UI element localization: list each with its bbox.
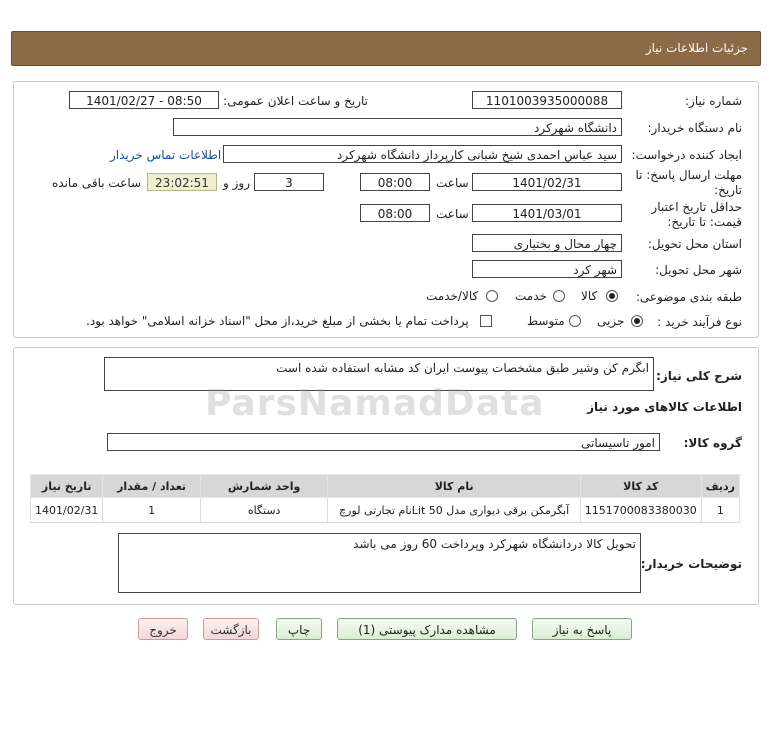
remaining-time-field: 23:02:51	[147, 173, 217, 191]
goods-info-title: اطلاعات کالاهای مورد نیاز	[587, 400, 742, 414]
cell-need-date: 1401/02/31	[31, 498, 103, 523]
col-quantity: تعداد / مقدار	[103, 475, 200, 498]
need-number-field[interactable]: 1101003935000088	[472, 91, 622, 109]
validity-date-field[interactable]: 1401/03/01	[472, 204, 622, 222]
process-radio-medium[interactable]	[569, 315, 581, 327]
col-item-code: کد کالا	[580, 475, 701, 498]
category-radio-goods[interactable]	[606, 290, 618, 302]
reply-time-label: ساعت	[436, 176, 469, 190]
buyer-notes-label: توضیحات خریدار:	[640, 557, 742, 571]
back-button[interactable]: بازگشت	[203, 618, 259, 640]
price-validity-label: حداقل تاریخ اعتبار	[651, 200, 742, 214]
cell-quantity: 1	[103, 498, 200, 523]
province-field[interactable]: چهار محال و بختیاری	[472, 234, 622, 252]
table-header-row	[31, 475, 740, 498]
remaining-time-label: ساعت باقی مانده	[52, 176, 142, 190]
category-radio-service[interactable]	[553, 290, 565, 302]
need-number-label: شماره نیاز:	[685, 94, 742, 108]
summary-label: شرح کلی نیاز:	[656, 369, 742, 383]
validity-time-label: ساعت	[436, 207, 469, 221]
category-option-goods-service: کالا/خدمت	[426, 289, 479, 303]
process-label: نوع فرآیند خرید :	[657, 315, 742, 329]
summary-field[interactable]: ابگرم کن وشیر طبق مشخصات پیوست ایران کد مشابه استفاده شده است	[104, 357, 654, 391]
announce-date-label: تاریخ و ساعت اعلان عمومی:	[223, 94, 368, 108]
attachments-button[interactable]: مشاهده مدارک پیوستی (1)	[337, 618, 517, 640]
reply-deadline-label: مهلت ارسال پاسخ: تا تاریخ:	[635, 168, 742, 197]
process-option-medium: متوسط	[527, 314, 565, 328]
announce-date-field[interactable]: 1401/02/27 - 08:50	[69, 91, 219, 109]
watermark-brand: ParsNamadData	[205, 383, 545, 424]
exit-button[interactable]: خروج	[138, 618, 188, 640]
buyer-notes-field[interactable]: تحویل کالا دردانشگاه شهرکرد وپرداخت 60 روز می باشد	[118, 533, 641, 593]
province-label: استان محل تحویل:	[647, 237, 742, 251]
process-radio-minor[interactable]	[631, 315, 643, 327]
cell-item-code: 1151700083380030	[580, 498, 701, 523]
buyer-org-label: نام دستگاه خریدار:	[647, 121, 742, 135]
requester-field[interactable]: سید عباس احمدی شیخ شبانی کارپرداز دانشگاه شهرکرد	[223, 145, 622, 163]
buyer-contact-link[interactable]: اطلاعات تماس خریدار	[110, 148, 222, 162]
col-need-date: تاریخ نیاز	[31, 475, 103, 498]
buyer-org-field[interactable]: دانشگاه شهرکرد	[173, 118, 622, 136]
goods-group-field[interactable]: امور تاسیساتی	[107, 433, 660, 451]
cell-row-number: 1	[701, 498, 739, 523]
col-item-name: نام کالا	[328, 475, 580, 498]
validity-time-field[interactable]: 08:00	[360, 204, 430, 222]
city-field[interactable]: شهر کرد	[472, 260, 622, 278]
table-row[interactable]	[31, 498, 740, 523]
cell-item-name: آبگرمکن برقی دیواری مدل Lit 50نام تجارتی لورچ	[328, 498, 580, 523]
col-unit: واحد شمارش	[200, 475, 328, 498]
category-radio-goods-service[interactable]	[486, 290, 498, 302]
city-label: شهر محل تحویل:	[655, 263, 742, 277]
process-option-minor: جزیی	[597, 314, 625, 328]
remaining-days-field[interactable]: 3	[254, 173, 324, 191]
treasury-payment-note: پرداخت تمام یا بخشی از مبلغ خرید،از محل "اسناد خزانه اسلامی" خواهد بود.	[86, 314, 469, 328]
reply-date-field[interactable]: 1401/02/31	[472, 173, 622, 191]
page-header	[11, 31, 761, 66]
goods-group-label: گروه کالا:	[683, 436, 742, 450]
print-button[interactable]: چاپ	[276, 618, 322, 640]
reply-button[interactable]: پاسخ به نیاز	[532, 618, 632, 640]
category-option-goods: کالا	[581, 289, 598, 303]
category-option-service: خدمت	[515, 289, 547, 303]
price-validity-label-2: قیمت: تا تاریخ:	[667, 215, 742, 229]
page-title: جزئیات اطلاعات نیاز	[645, 41, 748, 55]
goods-table	[30, 474, 740, 523]
days-label: روز و	[223, 176, 250, 190]
reply-time-field[interactable]: 08:00	[360, 173, 430, 191]
cell-unit: دستگاه	[200, 498, 328, 523]
col-row-number: ردیف	[701, 475, 739, 498]
requester-label: ایجاد کننده درخواست:	[631, 148, 742, 162]
category-label: طبقه بندی موضوعی:	[635, 290, 742, 304]
treasury-payment-checkbox[interactable]	[480, 315, 492, 327]
